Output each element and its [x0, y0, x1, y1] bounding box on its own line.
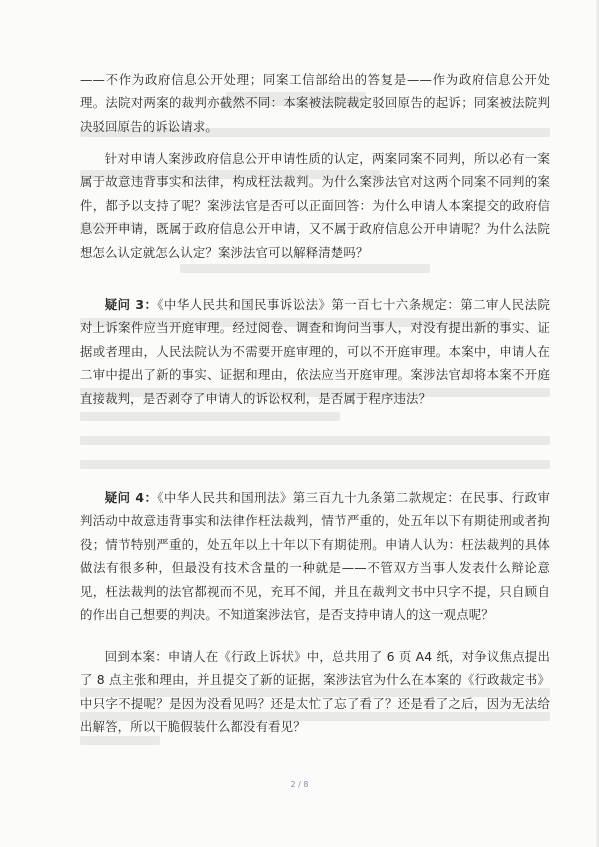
- page-number: 2 / 8: [290, 780, 309, 789]
- paragraph-question-3: [80, 293, 550, 410]
- paragraph-question-4: [80, 486, 550, 626]
- paragraph-back-to-case: 回到本案：申请人在《行政上诉状》中，总共用了 6 页 A4 纸，对争议焦点提出了 8 点主张和理由，并且提交了新的证据，案涉法官为什么在本案的《行政裁定书》中只字不提呢？是因为没看见吗？还是太忙了忘了看了？还是看了之后，因为无法给出解答，所以干脆假装什么都没有看见？: [80, 649, 550, 735]
- paragraph-judgment-inconsistency: 针对申请人案涉政府信息公开申请性质的认定，两案同案不同判，所以必有一案属于故意违背事实和法律，构成枉法裁判。为什么案涉法官对这两个同案不同判的案件，都予以支持了呢？案涉法官是否可以正面回答：为什么申请人本案提交的政府信息公开申请，既属于政府信息公开申请，又不属于政府信息公开申请呢？为什么法院想怎么认定就怎么认定？案涉法官可以解释清楚吗？: [80, 151, 550, 260]
- question-4-text: 《中华人民共和国刑法》第三百九十九条第二款规定：在民事、行政审判活动中故意违背事实和法律作枉法裁判，情节严重的，处五年以下有期徒刑或者拘役；情节特别严重的，处五年以上十年以下有期徒刑。申请人认为：枉法裁判的具体做法有很多种，但最没有技术含量的一种就是——不管双方当事人发表什么辩论意见，枉法裁判的法官都视而不见，充耳不闻，并且在裁判文书中只字不提，只自顾自的作出自己想要的判决。不知道案涉法官，是否支持申请人的这一观点呢？: [80, 490, 551, 623]
- paragraph-continuation: ——不作为政府信息公开处理；同案工信部给出的答复是——作为政府信息公开处理。法院对两案的裁判亦截然不同：本案被法院裁定驳回原告的起诉；同案被法院判决驳回原告的诉讼请求。: [80, 72, 550, 134]
- question-3-label: 疑问 3：: [104, 297, 158, 312]
- question-3-text: 《中华人民共和国民事诉讼法》第一百七十六条规定：第二审人民法院对上诉案件应当开庭审理。经过阅卷、调查和询问当事人，对没有提出新的事实、证据或者理由，人民法院认为不需要开庭审理的，可以不开庭审理。本案中，申请人在二审中提出了新的事实、证据和理由，依法应当开庭审理。案涉法官却将本案不开庭直接裁判，是否剥夺了申请人的诉讼权利，是否属于程序违法？: [80, 297, 551, 406]
- question-4-label: 疑问 4：: [104, 490, 158, 505]
